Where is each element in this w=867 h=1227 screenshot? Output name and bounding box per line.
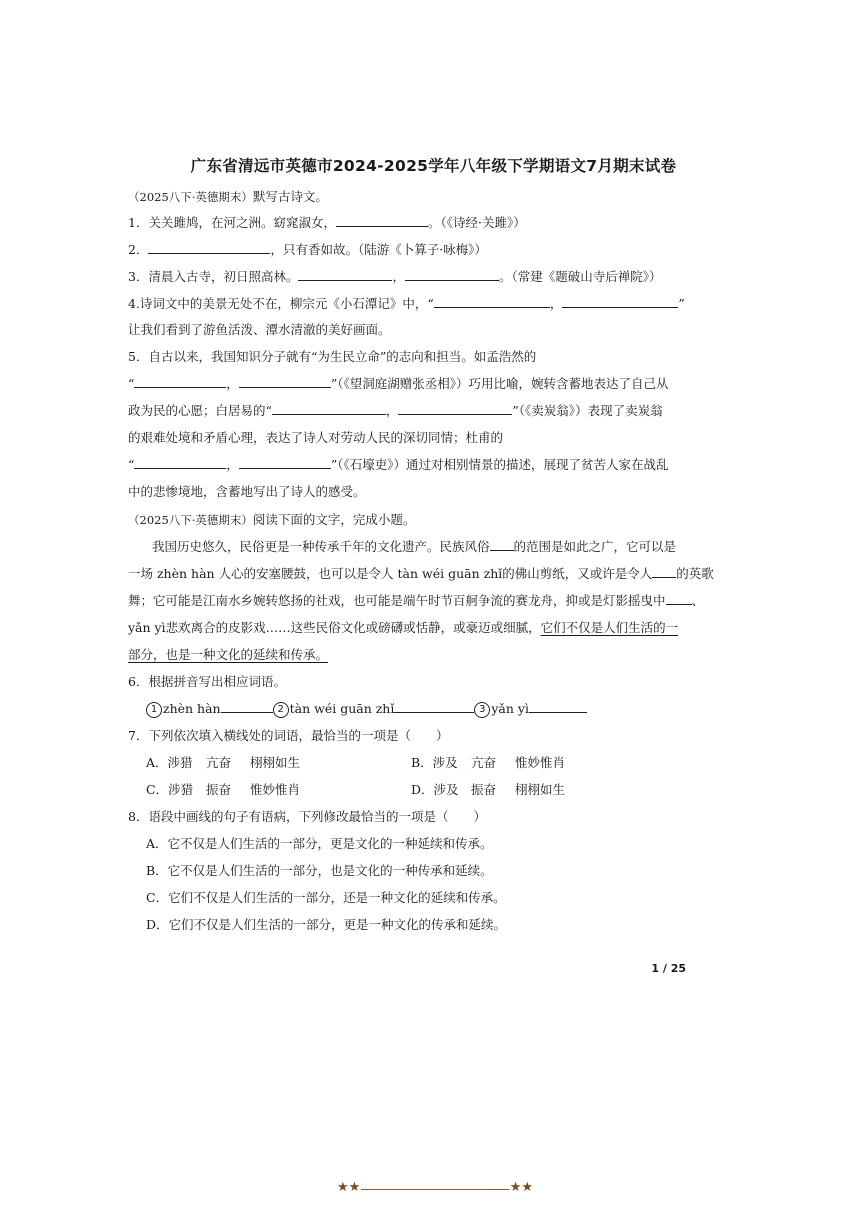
answer-blank[interactable]: [272, 402, 386, 415]
question-5-line5: “ ， ”（《石壕吏》）通过对相别情景的描述，展现了贫苦人家在战乱: [128, 457, 669, 472]
passage-line-2: 一场 zhèn hàn 人心的安塞腰鼓，也可以是令人 tàn wéi guān zhǐ的佛山剪纸，又或许是令人 的英歌: [128, 566, 714, 581]
underlined-sentence: 它们不仅是人们生活的一: [540, 620, 679, 635]
q8-option-b[interactable]: B．它不仅是人们生活的一部分，也是文化的一种传承和延续。: [146, 863, 493, 878]
q7-option-a[interactable]: A．涉猎 亢奋 栩栩如生: [146, 755, 301, 770]
passage-line-5: [128, 646, 688, 664]
star-icon: ★★: [509, 1180, 533, 1195]
section-instruction-recitation: [128, 188, 688, 206]
q8-option-a[interactable]: A．它不仅是人们生活的一部分，更是文化的一种延续和传承。: [146, 836, 493, 851]
question-1: 1．关关雎鸠，在河之洲。窈窕淑女， 。（《诗经·关雎》）: [128, 215, 526, 230]
question-6: 6．根据拼音写出相应词语。: [128, 674, 286, 689]
answer-blank[interactable]: [490, 538, 514, 551]
page-number: 1 / 25: [651, 962, 686, 975]
answer-blank[interactable]: [652, 565, 676, 578]
answer-blank[interactable]: [405, 268, 499, 281]
question-6-items: 1 zhèn hàn 2 tàn wéi guān zhǐ 3 yǎn yì: [146, 700, 686, 718]
answer-blank[interactable]: [221, 700, 273, 713]
answer-blank[interactable]: [148, 241, 270, 254]
answer-blank[interactable]: [434, 295, 550, 308]
question-source: （2025八下·英德期末）: [128, 190, 253, 204]
answer-blank[interactable]: [134, 456, 226, 469]
footer-rule: [361, 1189, 509, 1190]
question-7: 7．下列依次填入横线处的词语，最恰当的一项是（ ）: [128, 728, 449, 743]
question-5-line2: “ ， ”（《望洞庭湖赠张丞相》）巧用比喻，婉转含蓄地表达了自己从: [128, 376, 669, 391]
star-icon: ★★: [337, 1180, 361, 1195]
question-5-line4: 的艰难处境和矛盾心理，表达了诗人对劳动人民的深切同情；杜甫的: [128, 430, 504, 445]
q8-option-c[interactable]: C．它们不仅是人们生活的一部分，还是一种文化的延续和传承。: [146, 890, 506, 905]
answer-blank[interactable]: [529, 700, 587, 713]
question-source: （2025八下·英德期末）: [128, 513, 253, 527]
answer-blank[interactable]: [134, 375, 226, 388]
page-title: 广东省清远市英德市2024-2025学年八年级下学期语文7月期末试卷: [190, 157, 677, 175]
circled-number: 3: [474, 702, 490, 718]
section-instruction-reading: [128, 511, 688, 529]
question-5-line3: 政为民的心愿；白居易的“ ， ”（《卖炭翁》）表现了卖炭翁: [128, 403, 663, 418]
question-2: 2． ，只有香如故。（陆游《卜算子·咏梅》）: [128, 242, 487, 257]
answer-blank[interactable]: [239, 456, 331, 469]
q8-option-d[interactable]: D．它们不仅是人们生活的一部分，更是一种文化的传承和延续。: [146, 917, 507, 932]
answer-blank[interactable]: [562, 295, 678, 308]
footer-ornament: [337, 1180, 533, 1200]
answer-blank[interactable]: [398, 402, 512, 415]
question-3: 3．清晨入古寺，初日照高林。 ， 。（常建《题破山寺后禅院》）: [128, 269, 662, 284]
question-8: 8．语段中画线的句子有语病，下列修改最恰当的一项是（ ）: [128, 809, 486, 824]
answer-blank[interactable]: [394, 700, 474, 713]
answer-blank[interactable]: [239, 375, 331, 388]
question-5-line6: 中的悲惨境地，含蓄地写出了诗人的感受。: [128, 484, 366, 499]
question-5: 5．自古以来，我国知识分子就有“为生民立命”的志向和担当。如孟浩然的: [128, 349, 537, 364]
answer-blank[interactable]: [666, 592, 692, 605]
circled-number: 2: [273, 702, 289, 718]
question-4-cont: 让我们看到了游鱼活泼、潭水清澈的美好画面。: [128, 322, 391, 337]
passage-line-3: 舞；它可能是江南水乡婉转悠扬的社戏，也可能是端午时节百舸争流的赛龙舟，抑或是灯影摇曳中 、: [128, 593, 705, 608]
q7-option-b[interactable]: B．涉及 亢奋 惟妙惟肖: [411, 755, 566, 770]
instruction-text: 默写古诗文。: [252, 189, 328, 204]
answer-blank[interactable]: [298, 268, 392, 281]
underlined-sentence: 部分，也是一种文化的延续和传承。: [128, 647, 329, 662]
question-4: 4.诗词文中的美景无处不在，柳宗元《小石潭记》中，“ ， ”: [128, 296, 685, 311]
instruction-text: 阅读下面的文字，完成小题。: [252, 512, 416, 527]
q7-option-c[interactable]: C．涉猎 振奋 惟妙惟肖: [146, 782, 301, 797]
answer-blank[interactable]: [336, 214, 428, 227]
passage-line-1: 我国历史悠久，民俗更是一种传承千年的文化遗产。民族风俗 的范围是如此之广，它可以是: [152, 539, 677, 554]
passage-line-4: yǎn yì悲欢离合的皮影戏……这些民俗文化或磅礴或恬静，或豪迈或细腻，它们不仅是人们生活的一: [128, 620, 679, 635]
q7-option-d[interactable]: D．涉及 振奋 栩栩如生: [411, 782, 566, 797]
circled-number: 1: [146, 702, 162, 718]
